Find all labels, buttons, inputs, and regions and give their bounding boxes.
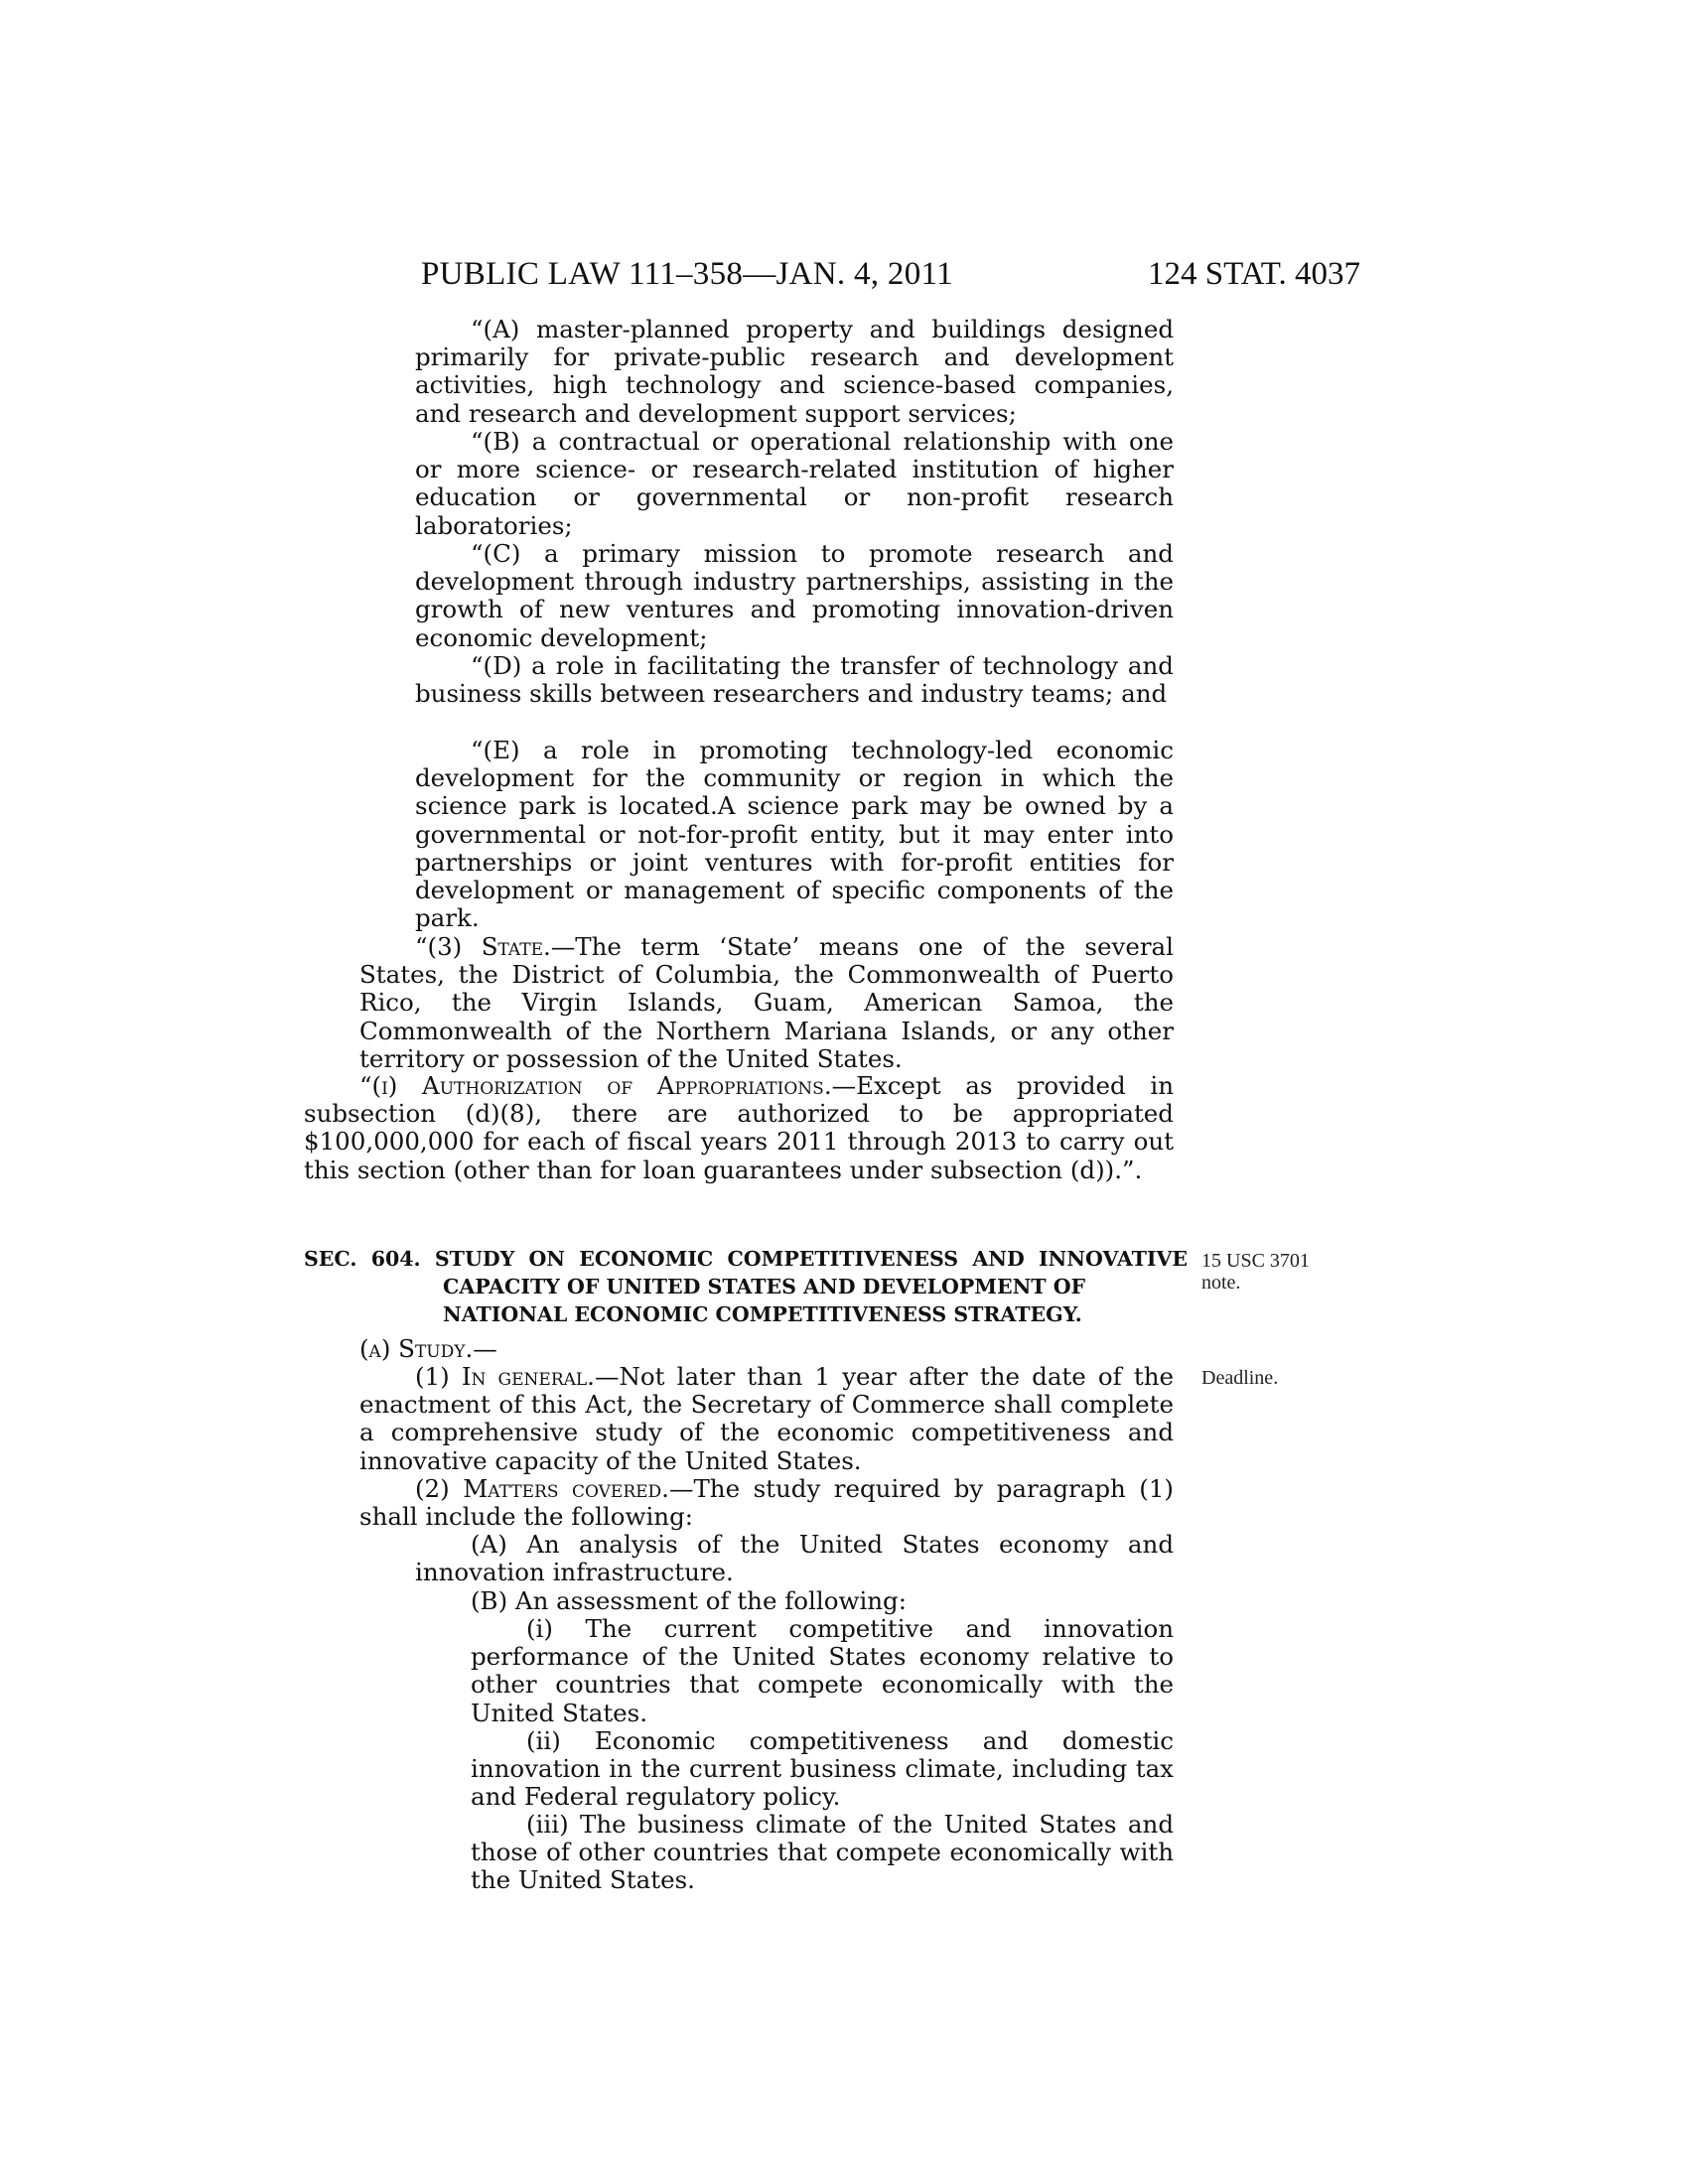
item-b-assessment: (B) An assessment of the following: [471, 1586, 907, 1615]
clause-b: “(B) a contractual or operational relationship with one or more science- or research-related institution of higher education or governmental or non-profit research laboratories; [415, 427, 1174, 540]
authorization-of-appropriations [304, 1072, 1174, 1184]
matters-covered-label: (2) Matters covered. [415, 1474, 669, 1503]
in-general-text: —Not later than 1 year after the date of the enactment of this Act, the Secretary of Commerce shall complete a comprehensive study of the economic competitiveness and innovative capacity of the United States. [359, 1362, 1175, 1475]
section-heading [304, 1245, 1188, 1328]
appropriations-label: “(i) Authorization of Appropriations. [359, 1071, 832, 1100]
paragraph-1-in-general [359, 1363, 1174, 1475]
in-general-label: (1) In general. [415, 1362, 595, 1391]
page-header [0, 254, 1688, 294]
running-title: PUBLIC LAW 111–358—JAN. 4, 2011 [421, 256, 953, 292]
matters-covered-text: —The study required by paragraph (1) shall include the following: [359, 1474, 1174, 1532]
usc-citation: 15 USC 3701 [1201, 1250, 1310, 1272]
section-heading-line2: CAPACITY OF UNITED STATES AND DEVELOPMENT OF [443, 1275, 1086, 1298]
clause-e: “(E) a role in promoting technology-led economic development for the community or region in which the science park is located.A science park may be owned by a governmental or not-for-profit entity, but it may enter into partnerships or joint ventures with for-profit entities for development or management of specific components of the park. [415, 736, 1174, 933]
item-a-analysis: (A) An analysis of the United States economy and innovation infrastructure. [415, 1530, 1174, 1587]
paragraph-2-matters-covered [359, 1475, 1174, 1531]
margin-note-usc [1201, 1250, 1310, 1294]
statute-page-number: 124 STAT. 4037 [1148, 256, 1361, 292]
definition-state [359, 933, 1174, 1073]
item-ii-economic-competitiveness: (ii) Economic competitiveness and domestic innovation in the current business climate, including tax and Federal regulatory policy. [471, 1726, 1174, 1812]
subsection-a-study [359, 1335, 1174, 1363]
clause-d: “(D) a role in facilitating the transfer of technology and business skills between researchers and industry teams; and [415, 651, 1174, 709]
section-heading-line3: NATIONAL ECONOMIC COMPETITIVENESS STRATEGY. [443, 1302, 1082, 1326]
section-heading-line1: SEC. 604. STUDY ON ECONOMIC COMPETITIVENESS AND INNOVATIVE [304, 1247, 1188, 1271]
margin-note-deadline: Deadline. [1201, 1367, 1279, 1389]
usc-note: note. [1201, 1272, 1241, 1294]
study-label: (a) Study. [359, 1334, 474, 1363]
study-dash: — [473, 1334, 497, 1363]
clause-c: “(C) a primary mission to promote research and development through industry partnerships, assisting in the growth of new ventures and promoting innovation-driven economic development; [415, 539, 1174, 652]
clause-a: “(A) master-planned property and buildings designed primarily for private-public research and development activities, high technology and science-based companies, and research and development support services; [415, 315, 1174, 428]
item-i-competitive-performance: (i) The current competitive and innovation performance of the United States economy relative to other countries that compete economically with the United States. [471, 1614, 1174, 1727]
definition-state-text: —The term ‘State’ means one of the several States, the District of Columbia, the Commonwealth of Puerto Rico, the Virgin Islands, Guam, American Samoa, the Commonwealth of the Northern Mariana Islands, or any other territory or possession of the United States. [359, 932, 1174, 1073]
definition-state-label: “(3) State. [415, 932, 551, 961]
item-iii-business-climate: (iii) The business climate of the United States and those of other countries that compete economically with the United States. [471, 1810, 1174, 1895]
appropriations-text: —Except as provided in subsection (d)(8), there are authorized to be appropriated $100,000,000 for each of fiscal years 2011 through 2013 to carry out this section (other than for loan guarantees under subsection (d)).”. [304, 1071, 1174, 1184]
